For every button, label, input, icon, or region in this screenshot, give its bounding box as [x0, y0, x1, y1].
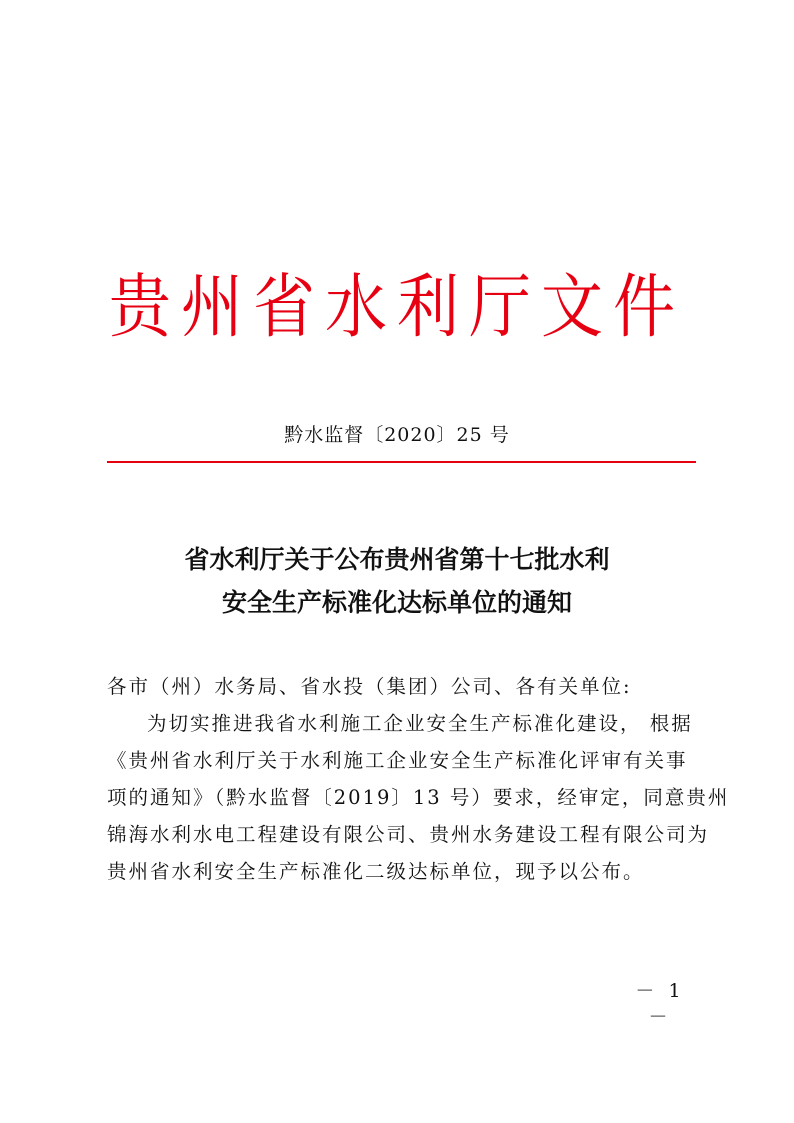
paragraph-line-4: 锦海水利水电工程建设有限公司、贵州水务建设工程有限公司为: [107, 823, 710, 846]
notice-title-line-2: 安全生产标准化达标单位的通知: [221, 588, 572, 617]
document-number: 黔水监督〔2020〕25 号: [284, 424, 510, 446]
paragraph-line-1: 为切实推进我省水利施工企业安全生产标准化建设， 根据: [147, 712, 693, 735]
paragraph-line-2: 《贵州省水利厅关于水利施工企业安全生产标准化评审有关事: [107, 749, 688, 772]
page-number: － 1 －: [635, 980, 685, 1028]
document-header-title: 贵州省水利厅文件: [108, 265, 685, 348]
paragraph-line-3: 项的通知》（黔水监督〔2019〕13 号）要求，经审定，同意贵州: [107, 786, 730, 809]
paragraph-line-5: 贵州省水利安全生产标准化二级达标单位，现予以公布。: [107, 860, 645, 883]
salutation: 各市（州）水务局、省水投（集团）公司、各有关单位:: [107, 675, 632, 698]
red-separator-line: [107, 461, 696, 463]
notice-title: [0, 538, 794, 624]
notice-title-line-1: 省水利厅关于公布贵州省第十七批水利: [184, 545, 610, 574]
notice-body: [107, 668, 730, 890]
